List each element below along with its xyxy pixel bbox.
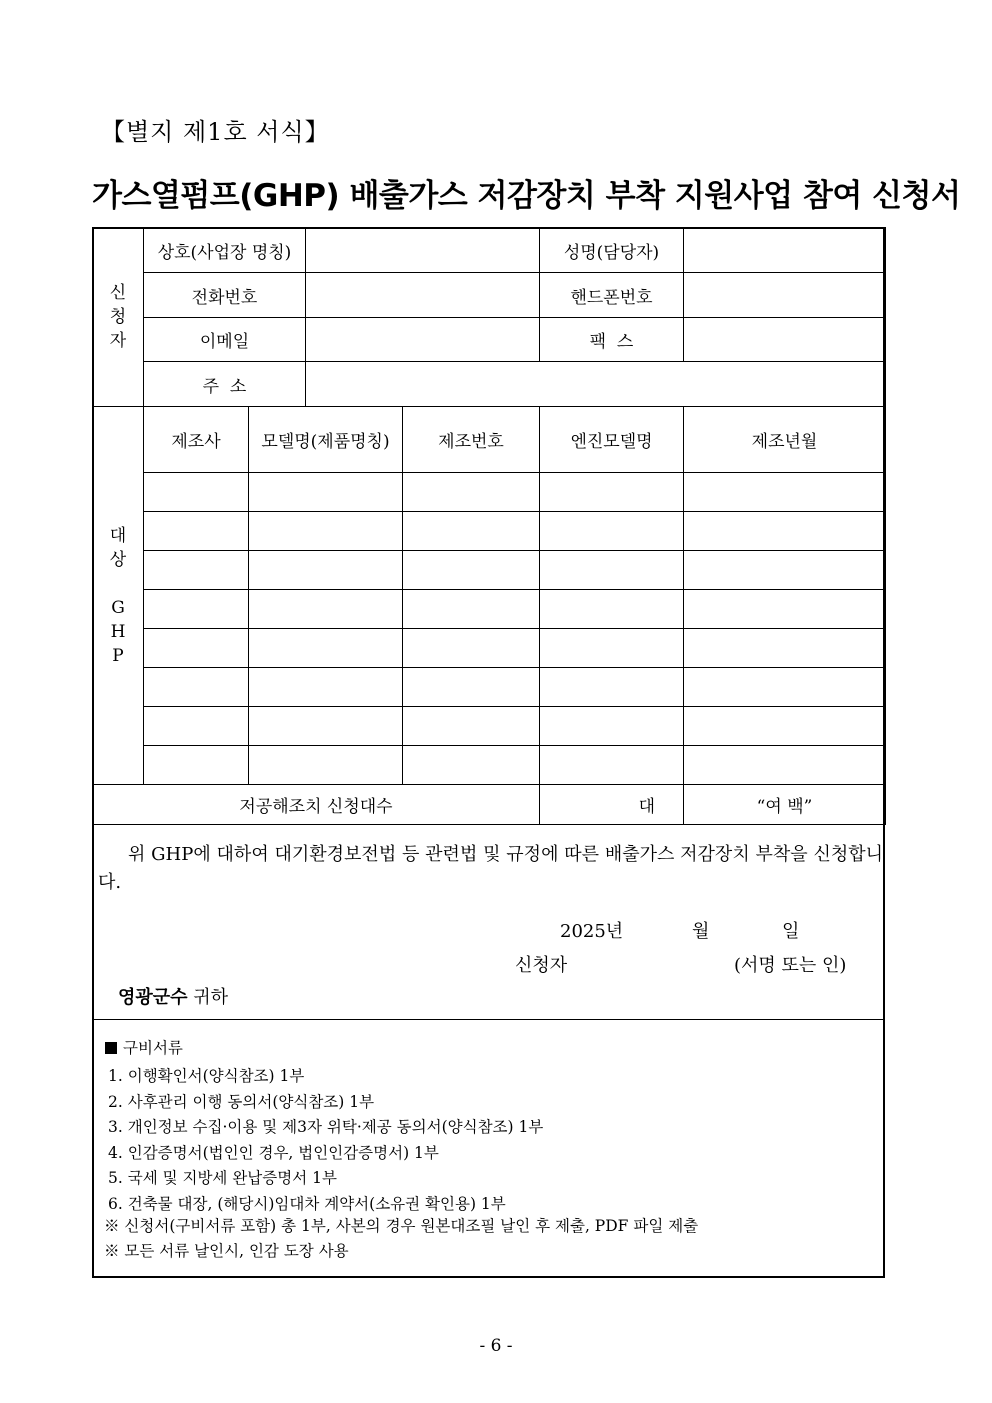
list-item: 1. 이행확인서(양식참조) 1부 (108, 1067, 305, 1085)
company-label: 상호(사업장 명칭) (144, 228, 306, 273)
date-day[interactable]: 일 (782, 921, 800, 942)
count-label: 저공해조치 신청대수 (93, 785, 540, 825)
col-manufacturer: 제조사 (144, 407, 249, 473)
ghp-section-label: 대 상 G H P (93, 407, 144, 785)
applicant-label: 신청자 (515, 955, 568, 976)
col-manufacture-date: 제조년월 (684, 407, 886, 473)
recipient: 영광군수 귀하 (118, 987, 229, 1008)
count-remark: “여 백” (684, 785, 886, 825)
list-item: 4. 인감증명서(법인인 경우, 법인인감증명서) 1부 (108, 1143, 439, 1162)
list-item: 2. 사후관리 이행 동의서(양식참조) 1부 (108, 1092, 375, 1111)
col-serial: 제조번호 (403, 407, 540, 473)
form-label: 【별지 제1호 서식】 (101, 118, 330, 146)
documents-note: ※ 모든 서류 날인시, 인감 도장 사용 (104, 1242, 349, 1260)
list-item: 3. 개인정보 수집·이용 및 제3자 위탁·제공 동의서(양식참조) 1부 (108, 1118, 544, 1136)
recipient-name: 영광군수 (118, 987, 188, 1008)
page-number: - 6 - (479, 1336, 513, 1356)
documents-heading: 구비서류 (105, 1036, 183, 1058)
mobile-label: 핸드폰번호 (540, 273, 684, 318)
address-label: 주 소 (144, 362, 306, 407)
fax-label: 팩 스 (540, 318, 684, 362)
list-item: 6. 건축물 대장, (해당시)임대차 계약서(소유권 확인용) 1부 (108, 1194, 506, 1213)
form-frame (92, 227, 885, 1278)
signature-field[interactable]: (서명 또는 인) (734, 955, 847, 976)
documents-note: ※ 신청서(구비서류 포함) 총 1부, 사본의 경우 원본대조필 날인 후 제출, PDF 파일 제출 (104, 1217, 699, 1235)
date-month[interactable]: 월 (692, 921, 710, 942)
email-label: 이메일 (144, 318, 306, 362)
list-item: 5. 국세 및 지방세 완납증명서 1부 (108, 1169, 337, 1187)
phone-label: 전화번호 (144, 273, 306, 318)
count-unit[interactable]: 대 (540, 785, 684, 825)
col-engine-model: 엔진모델명 (540, 407, 684, 473)
declaration-text: 위 GHP에 대하여 대기환경보전법 등 관련법 및 규정에 따른 배출가스 저감장치 부착을 신청합니다. (98, 844, 883, 893)
applicant-section-label: 신 청 자 (93, 228, 144, 407)
page-title: 가스열펌프(GHP) 배출가스 저감장치 부착 지원사업 참여 신청서 (92, 178, 961, 214)
date-year[interactable]: 2025년 (560, 921, 624, 942)
name-label: 성명(담당자) (540, 228, 684, 273)
col-model: 모델명(제품명칭) (249, 407, 403, 473)
